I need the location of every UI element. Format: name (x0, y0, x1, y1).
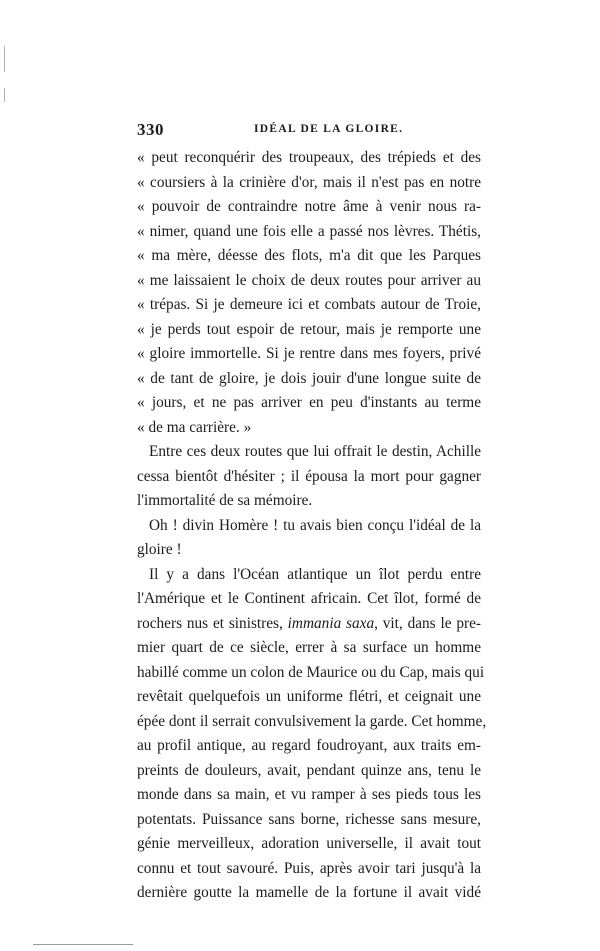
text-line: l'Amérique et le Continent africain. Cet îlot, formé de (137, 590, 481, 607)
text-line: revêtait quelquefois un uniforme flétri, et ceignait une (137, 688, 481, 705)
running-title: IDÉAL DE LA GLOIRE. (254, 123, 404, 135)
text-line: « jours, et ne pas arriver en peu d'instants au terme (137, 394, 481, 411)
bottom-rule (33, 944, 133, 945)
text-line: potentats. Puissance sans borne, richesse sans mesure, (137, 810, 481, 828)
page-header (137, 120, 481, 144)
text-line: habillé comme un colon de Maurice ou du Cap, mais qui (137, 663, 485, 681)
text-line: au profil antique, au regard foudroyant, aux traits em- (137, 737, 481, 754)
text-line: « je perds tout espoir de retour, mais je remporte une (137, 320, 481, 338)
paragraph-start: Entre ces deux routes que lui offrait le destin, Achille (149, 443, 481, 460)
text-line: dernière goutte la mamelle de la fortune il avait vidé (137, 884, 481, 901)
text-line: « me laissaient le choix de deux routes pour arriver au (137, 271, 481, 289)
left-margin-mark (4, 88, 5, 102)
text-line (137, 612, 481, 637)
text-fragment: , vit, dans le pre- (374, 614, 481, 632)
paragraph-start: Il y a dans l'Océan atlantique un îlot perdu entre (149, 565, 481, 583)
text-line: « ma mère, déesse des flots, m'a dit que les Parques (137, 247, 481, 264)
left-margin-mark (4, 46, 5, 72)
text-line: « gloire immortelle. Si je rentre dans mes foyers, privé (137, 345, 481, 362)
text-fragment: rochers nus et sinistres, (137, 614, 288, 632)
text-line: épée dont il serrait convulsivement la garde. Cet homme, (137, 712, 487, 730)
text-line: gloire ! (137, 541, 182, 558)
text-line: preints de douleurs, avait, pendant quinze ans, tenu le (137, 761, 481, 779)
body-text (137, 146, 487, 906)
text-line: « peut reconquérir des troupeaux, des trépieds et des (137, 149, 481, 166)
page-number: 330 (137, 120, 164, 139)
text-line: monde dans sa main, et vu ramper à ses pieds tous les (137, 786, 481, 803)
text-line: « pouvoir de contraindre notre âme à venir nous ra- (137, 198, 481, 215)
text-line: connu et tout savouré. Puis, après avoir tari jusqu'à la (137, 859, 481, 877)
text-line: « coursiers à la crinière d'or, mais il n'est pas en notre (137, 173, 481, 191)
text-line: « trépas. Si je demeure ici et combats autour de Troie, (137, 296, 481, 313)
text-line: « nimer, quand une fois elle a passé nos lèvres. Thétis, (137, 222, 481, 240)
text-line: génie merveilleux, adoration universelle, il avait tout (137, 835, 481, 852)
text-line: cessa bientôt d'hésiter ; il épousa la mort pour gagner (137, 467, 481, 485)
paragraph-start: Oh ! divin Homère ! tu avais bien conçu l'idéal de la (149, 516, 481, 534)
text-line: « de tant de gloire, je dois jouir d'une longue suite de (137, 369, 481, 387)
latin-phrase: immania saxa (287, 614, 375, 632)
text-line: mier quart de ce siècle, errer à sa surface un homme (137, 639, 481, 656)
text-line: l'immortalité de sa mémoire. (137, 492, 313, 509)
text-line: « de ma carrière. » (137, 418, 252, 436)
